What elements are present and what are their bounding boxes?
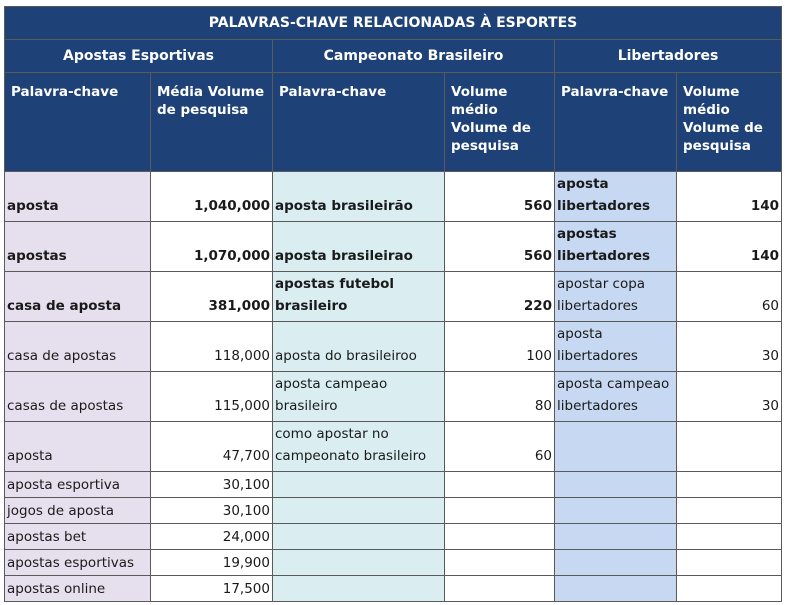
- table-row: [5, 222, 782, 272]
- volume-cell: [445, 472, 555, 498]
- keyword-cell: casas de apostas: [5, 372, 151, 422]
- keyword-cell: apostar copa libertadores: [555, 272, 677, 322]
- volume-cell: 24,000: [151, 524, 273, 550]
- keyword-cell: apostas esportivas: [5, 550, 151, 576]
- keyword-cell: aposta campeao brasileiro: [273, 372, 445, 422]
- table-row: [5, 322, 782, 372]
- volume-cell: 381,000: [151, 272, 273, 322]
- table-row: [5, 172, 782, 222]
- column-header-keyword: Palavra-chave: [273, 73, 445, 172]
- keyword-table: [4, 6, 782, 602]
- column-header-volume: Volume médio Volume de pesquisa: [677, 73, 782, 172]
- volume-cell: [445, 524, 555, 550]
- keyword-cell: [273, 576, 445, 602]
- keyword-cell: aposta brasileirão: [273, 172, 445, 222]
- table-row: [5, 576, 782, 602]
- volume-cell: [445, 550, 555, 576]
- volume-cell: [677, 550, 782, 576]
- keyword-cell: aposta libertadores: [555, 322, 677, 372]
- group-header-campeonato-brasileiro: Campeonato Brasileiro: [273, 40, 555, 73]
- volume-cell: 60: [445, 422, 555, 472]
- volume-cell: 30: [677, 322, 782, 372]
- keyword-cell: aposta campeao libertadores: [555, 372, 677, 422]
- volume-cell: 560: [445, 172, 555, 222]
- keyword-cell: [273, 524, 445, 550]
- volume-cell: 118,000: [151, 322, 273, 372]
- keyword-cell: apostas futebol brasileiro: [273, 272, 445, 322]
- keyword-cell: casa de aposta: [5, 272, 151, 322]
- table-row: [5, 524, 782, 550]
- keyword-cell: apostas online: [5, 576, 151, 602]
- volume-cell: 220: [445, 272, 555, 322]
- table-row: [5, 272, 782, 322]
- volume-cell: [677, 576, 782, 602]
- column-header-keyword: Palavra-chave: [5, 73, 151, 172]
- keyword-cell: [555, 472, 677, 498]
- column-header-volume: Média Volume de pesquisa: [151, 73, 273, 172]
- volume-cell: 140: [677, 172, 782, 222]
- table-title: PALAVRAS-CHAVE RELACIONADAS À ESPORTES: [5, 7, 782, 40]
- volume-cell: 140: [677, 222, 782, 272]
- keyword-cell: [555, 422, 677, 472]
- volume-cell: [677, 524, 782, 550]
- volume-cell: 100: [445, 322, 555, 372]
- volume-cell: 1,040,000: [151, 172, 273, 222]
- volume-cell: [677, 422, 782, 472]
- keyword-cell: [273, 550, 445, 576]
- volume-cell: 80: [445, 372, 555, 422]
- volume-cell: 30: [677, 372, 782, 422]
- table-row: [5, 472, 782, 498]
- keyword-cell: jogos de aposta: [5, 498, 151, 524]
- volume-cell: 47,700: [151, 422, 273, 472]
- keyword-cell: aposta: [5, 422, 151, 472]
- volume-cell: [677, 498, 782, 524]
- volume-cell: 115,000: [151, 372, 273, 422]
- table-row: [5, 498, 782, 524]
- keyword-cell: aposta libertadores: [555, 172, 677, 222]
- keyword-cell: aposta do brasileiroo: [273, 322, 445, 372]
- volume-cell: [445, 576, 555, 602]
- keyword-cell: [555, 498, 677, 524]
- keyword-cell: aposta brasileirao: [273, 222, 445, 272]
- keyword-cell: casa de apostas: [5, 322, 151, 372]
- keyword-cell: [273, 498, 445, 524]
- volume-cell: 30,100: [151, 472, 273, 498]
- table-row: [5, 550, 782, 576]
- keyword-cell: apostas libertadores: [555, 222, 677, 272]
- volume-cell: 60: [677, 272, 782, 322]
- keyword-cell: [555, 550, 677, 576]
- volume-cell: [677, 472, 782, 498]
- volume-cell: [445, 498, 555, 524]
- group-header-apostas-esportivas: Apostas Esportivas: [5, 40, 273, 73]
- volume-cell: 1,070,000: [151, 222, 273, 272]
- keyword-cell: apostas bet: [5, 524, 151, 550]
- volume-cell: 30,100: [151, 498, 273, 524]
- keyword-cell: [555, 576, 677, 602]
- volume-cell: 19,900: [151, 550, 273, 576]
- table-row: [5, 422, 782, 472]
- keyword-cell: como apostar no campeonato brasileiro: [273, 422, 445, 472]
- keyword-cell: aposta: [5, 172, 151, 222]
- keyword-cell: [273, 472, 445, 498]
- column-header-volume: Volume médio Volume de pesquisa: [445, 73, 555, 172]
- table-row: [5, 372, 782, 422]
- volume-cell: 560: [445, 222, 555, 272]
- keyword-cell: aposta esportiva: [5, 472, 151, 498]
- group-header-libertadores: Libertadores: [555, 40, 782, 73]
- column-header-keyword: Palavra-chave: [555, 73, 677, 172]
- volume-cell: 17,500: [151, 576, 273, 602]
- keyword-cell: [555, 524, 677, 550]
- keyword-cell: apostas: [5, 222, 151, 272]
